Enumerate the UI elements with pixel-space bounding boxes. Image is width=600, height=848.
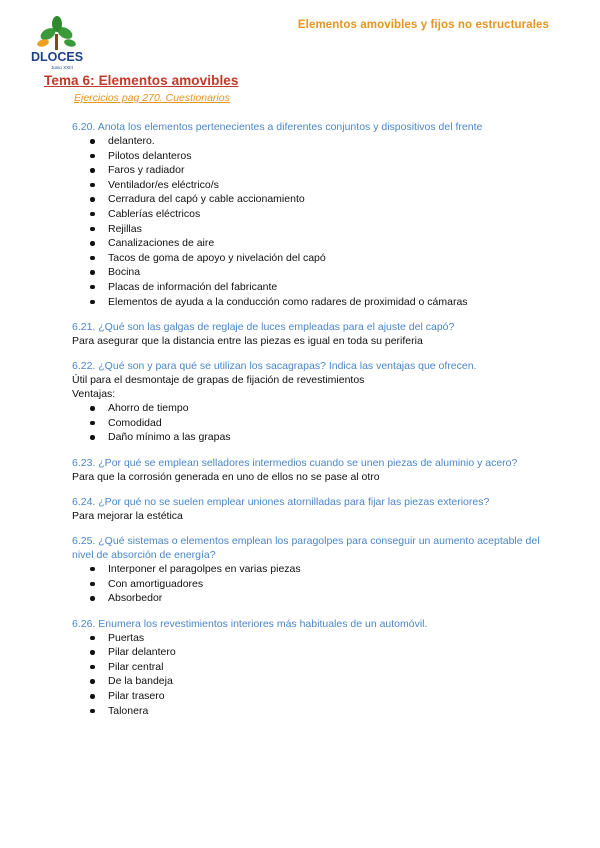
logo-subtext: Junio XXIII bbox=[51, 65, 73, 70]
list-item: Pilar delantero bbox=[89, 645, 542, 660]
list-item: Interponer el paragolpes en varias piezas bbox=[89, 562, 542, 577]
question: 6.23. ¿Por qué se emplean selladores intermedios cuando se unen piezas de aluminio y acero? bbox=[72, 456, 518, 469]
question: 6.21. ¿Qué son las galgas de reglaje de luces empleadas para el ajuste del capó? bbox=[72, 321, 455, 334]
page-subtitle: Ejercicios pag 270. Cuestionarios bbox=[74, 92, 230, 104]
list-item: Talonera bbox=[89, 704, 542, 719]
list-item: De la bandeja bbox=[89, 674, 542, 689]
list-item: Absorbedor bbox=[89, 591, 542, 606]
school-logo bbox=[28, 14, 86, 72]
list-item: Tacos de goma de apoyo y nivelación del capó bbox=[89, 251, 542, 266]
section-6-20 bbox=[72, 120, 542, 309]
tree-logo-icon bbox=[28, 14, 86, 72]
list-item: Cerradura del capó y cable accionamiento bbox=[89, 192, 542, 207]
list-item: Pilar central bbox=[89, 660, 542, 675]
list-item: Daño mínimo a las grapas bbox=[89, 430, 542, 445]
list-item: Puertas bbox=[89, 631, 542, 646]
list-item: Ventilador/es eléctrico/s bbox=[89, 178, 542, 193]
bullet-list bbox=[72, 562, 542, 606]
list-item: Pilar trasero bbox=[89, 689, 542, 704]
answer-label: Ventajas: bbox=[72, 388, 116, 401]
question: 6.24. ¿Por qué no se suelen emplear uniones atornilladas para fijar las piezas exteriores? bbox=[72, 495, 490, 508]
list-item: Pilotos delanteros bbox=[89, 149, 542, 164]
logo-text: DLOCES bbox=[30, 50, 84, 64]
section-6-22 bbox=[72, 359, 542, 445]
content bbox=[72, 120, 542, 718]
section-6-24 bbox=[72, 495, 542, 523]
header-title: Elementos amovibles y fijos no estructurales bbox=[297, 19, 549, 31]
answer: Para que la corrosión generada en uno de ellos no se pase al otro bbox=[72, 470, 380, 483]
bullet-list bbox=[72, 134, 542, 309]
section-6-23 bbox=[72, 456, 542, 484]
list-item: Faros y radiador bbox=[89, 163, 542, 178]
question: 6.25. ¿Qué sistemas o elementos emplean los paragolpes para conseguir un aumento aceptable del nivel de absorción de energía? bbox=[72, 534, 540, 561]
answer: Para mejorar la estética bbox=[72, 509, 183, 522]
bullet-list bbox=[72, 401, 542, 445]
answer: Para asegurar que la distancia entre las piezas es igual en toda su periferia bbox=[72, 335, 423, 348]
answer: Útil para el desmontaje de grapas de fijación de revestimientos bbox=[72, 374, 365, 387]
question: 6.20. Anota los elementos pertenecientes a diferentes conjuntos y dispositivos del frente bbox=[72, 121, 483, 133]
list-item: Comodidad bbox=[89, 416, 542, 431]
list-item: Ahorro de tiempo bbox=[89, 401, 542, 416]
list-item: Cablerías eléctricos bbox=[89, 207, 542, 222]
question: 6.22. ¿Qué son y para qué se utilizan los sacagrapas? Indica las ventajas que ofrecen. bbox=[72, 360, 477, 373]
list-item: Placas de información del fabricante bbox=[89, 280, 542, 295]
list-item: delantero. bbox=[89, 134, 542, 149]
section-6-25 bbox=[72, 534, 542, 606]
page-title: Tema 6: Elementos amovibles bbox=[44, 73, 239, 88]
bullet-list bbox=[72, 631, 542, 719]
list-item: Canalizaciones de aire bbox=[89, 236, 542, 251]
list-item: Bocina bbox=[89, 265, 542, 280]
list-item: Con amortiguadores bbox=[89, 577, 542, 592]
question: 6.26. Enumera los revestimientos interiores más habituales de un automóvil. bbox=[72, 617, 428, 630]
section-6-21 bbox=[72, 320, 542, 348]
list-item: Elementos de ayuda a la conducción como radares de proximidad o cámaras bbox=[89, 295, 542, 310]
section-6-26 bbox=[72, 617, 542, 719]
list-item: Rejillas bbox=[89, 222, 542, 237]
